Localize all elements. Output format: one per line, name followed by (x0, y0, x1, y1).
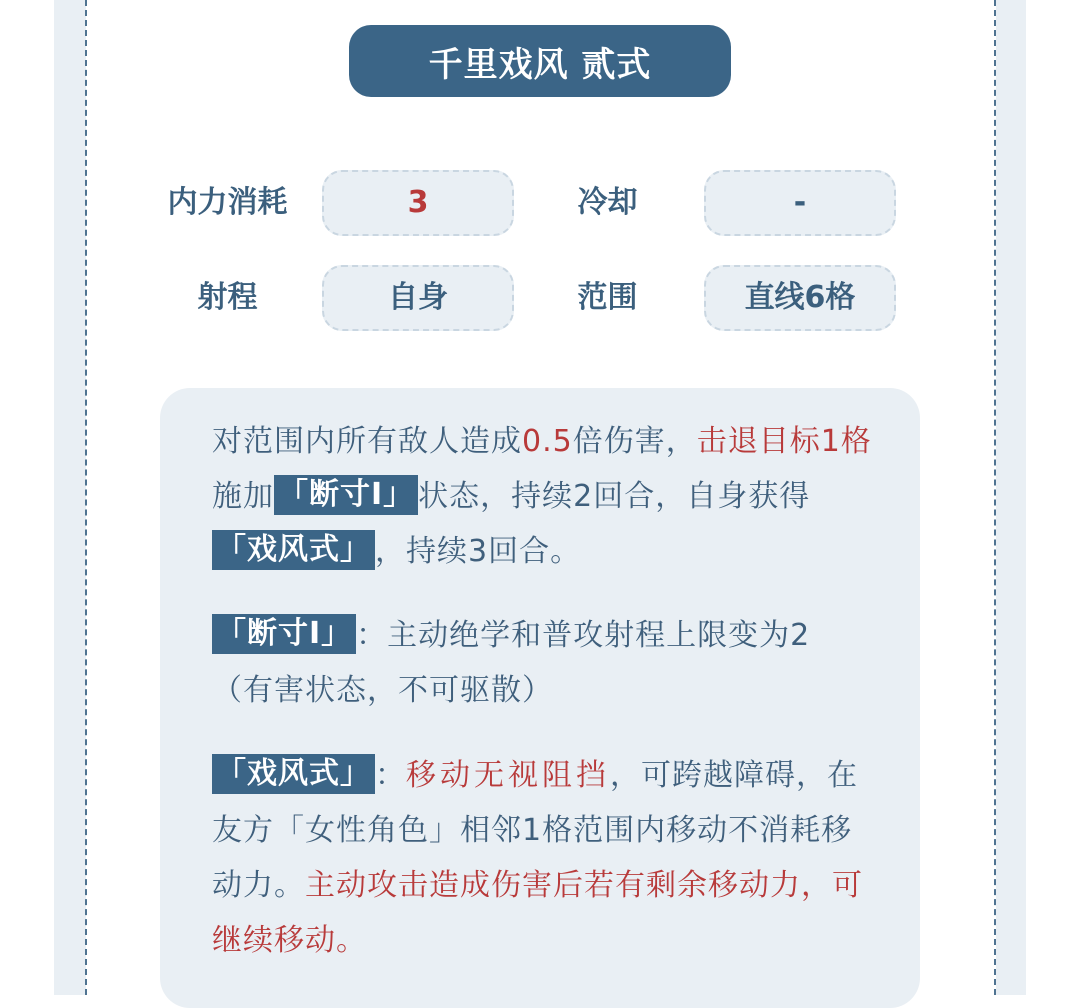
effect-text: 倍伤害， (572, 424, 697, 459)
left-side-band (54, 0, 86, 995)
knockback-text: 击退目标1格 (696, 424, 872, 459)
duancun-text: ：主动绝学和普攻射程上限变为2（有害状态，不可驱散） (212, 618, 811, 708)
range-value: 自身 (322, 265, 514, 331)
cooldown-value: - (704, 170, 896, 236)
xifengshi-paragraph (212, 748, 872, 968)
xifengshi-text: ，可跨越障碍，在友方「女性角色」相邻1格范围内移动不消耗移动力。 (212, 758, 858, 903)
status-tag-xifengshi: 「戏风式」 (212, 530, 375, 570)
range-label: 射程 (197, 280, 258, 315)
effect-text: 施加 (212, 479, 274, 514)
cost-value: 3 (322, 170, 514, 236)
status-tag-duancun: 「断寸Ⅰ」 (274, 475, 418, 515)
left-dashed-border (85, 0, 87, 995)
right-dashed-border (994, 0, 996, 995)
area-value: 直线6格 (704, 265, 896, 331)
duancun-paragraph (212, 608, 872, 718)
effect-paragraph (212, 414, 872, 579)
status-tag-duancun: 「断寸Ⅰ」 (212, 614, 356, 654)
effect-text: ，持续3回合。 (375, 534, 582, 569)
cooldown-label: 冷却 (577, 185, 638, 220)
right-side-band (996, 0, 1026, 995)
effect-text: 对范围内所有敌人造成 (212, 424, 522, 459)
cost-label: 内力消耗 (167, 185, 288, 220)
effect-text: 状态，持续2回合，自身获得 (418, 479, 811, 514)
xifengshi-text: ： (375, 758, 406, 793)
damage-multiplier: 0.5 (522, 424, 573, 459)
skill-title: 千里戏风 贰式 (349, 25, 731, 97)
continue-move-text: 主动攻击造成伤害后若有剩余移动力，可继续移动。 (212, 868, 863, 958)
ignore-block-text: 移动无视阻挡 (406, 758, 610, 793)
area-label: 范围 (577, 280, 638, 315)
status-tag-xifengshi: 「戏风式」 (212, 754, 375, 794)
